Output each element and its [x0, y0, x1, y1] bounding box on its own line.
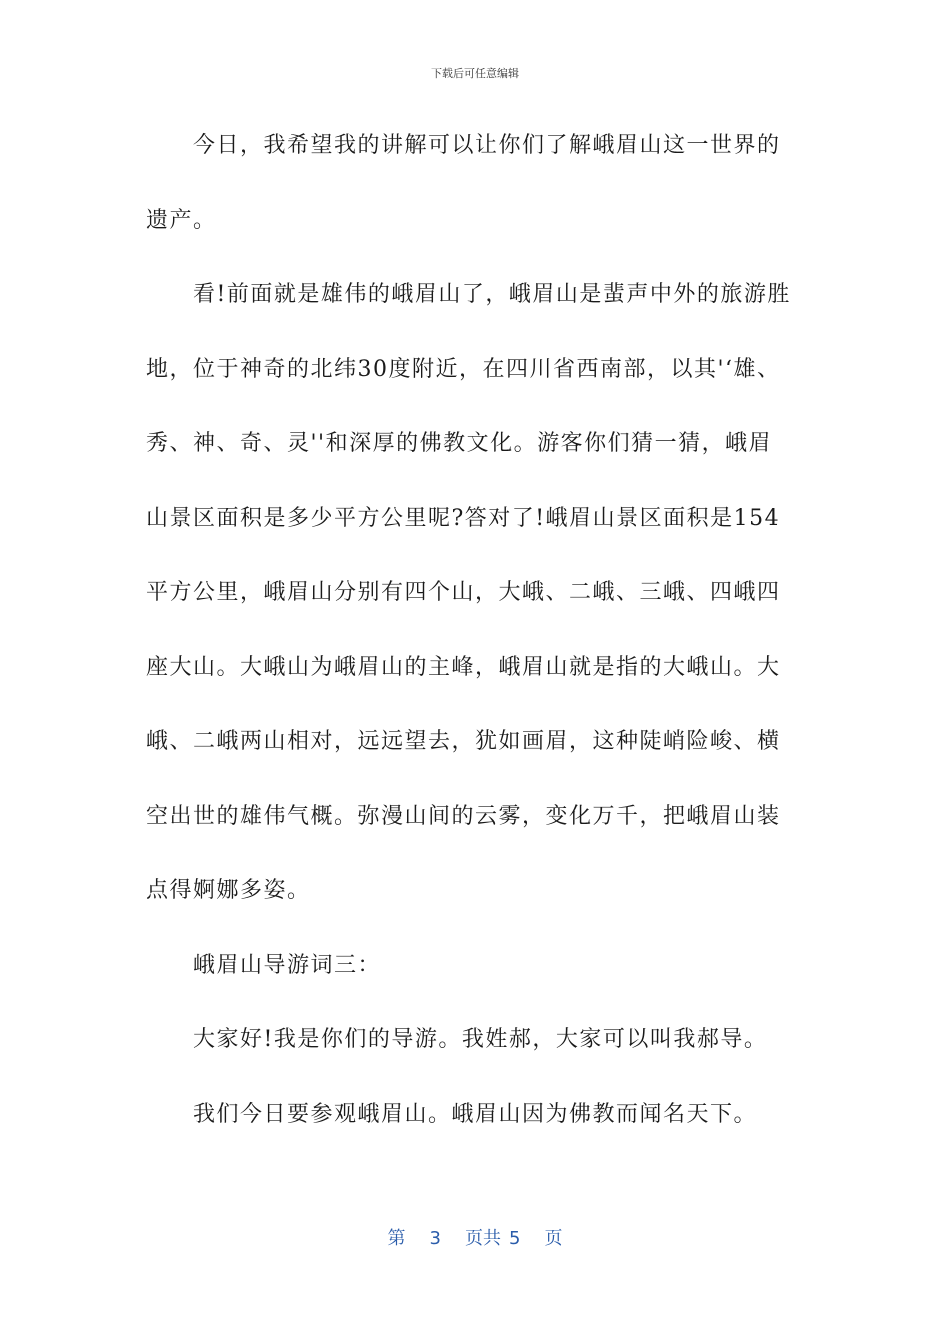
- footer-suffix: 页: [544, 1228, 563, 1249]
- paragraph-line: 我们今日要参观峨眉山。峨眉山因为佛教而闻名天下。: [193, 1101, 758, 1127]
- paragraph-line: 地，位于神奇的北纬30度附近，在四川省西南部，以其'‘雄、: [146, 356, 781, 382]
- paragraph-line: 山景区面积是多少平方公里呢?答对了!峨眉山景区面积是154: [146, 505, 781, 531]
- paragraph-line: 大家好!我是你们的导游。我姓郝，大家可以叫我郝导。: [193, 1027, 768, 1052]
- footer-middle: 页共: [465, 1228, 501, 1249]
- footer-total-pages: 5: [509, 1228, 521, 1249]
- footer-current-page: 3: [429, 1228, 441, 1249]
- paragraph-line: 看!前面就是雄伟的峨眉山了，峨眉山是蜚声中外的旅游胜: [193, 282, 791, 307]
- paragraph-line: 空出世的雄伟气概。弥漫山间的云雾，变化万千，把峨眉山装: [146, 803, 781, 829]
- paragraph-line: 今日，我希望我的讲解可以让你们了解峨眉山这一世界的: [193, 133, 781, 158]
- paragraph-line: 点得婀娜多姿。: [146, 878, 311, 903]
- page-header-note: 下载后可任意编辑: [431, 67, 519, 80]
- paragraph-line: 座大山。大峨山为峨眉山的主峰，峨眉山就是指的大峨山。大: [146, 654, 781, 680]
- paragraph-line: 遗产。: [146, 207, 217, 233]
- paragraph-line: 峨、二峨两山相对，远远望去，犹如画眉，这种陡峭险峻、横: [146, 729, 781, 754]
- section-heading: 峨眉山导游词三：: [193, 952, 382, 978]
- document-body: [146, 120, 806, 1163]
- page-number-footer: [0, 1226, 950, 1252]
- paragraph-line: 平方公里，峨眉山分别有四个山，大峨、二峨、三峨、四峨四: [146, 580, 781, 605]
- paragraph-line: 秀、神、奇、灵''和深厚的佛教文化。游客你们猜一猜，峨眉: [146, 431, 773, 456]
- footer-prefix: 第: [387, 1228, 406, 1249]
